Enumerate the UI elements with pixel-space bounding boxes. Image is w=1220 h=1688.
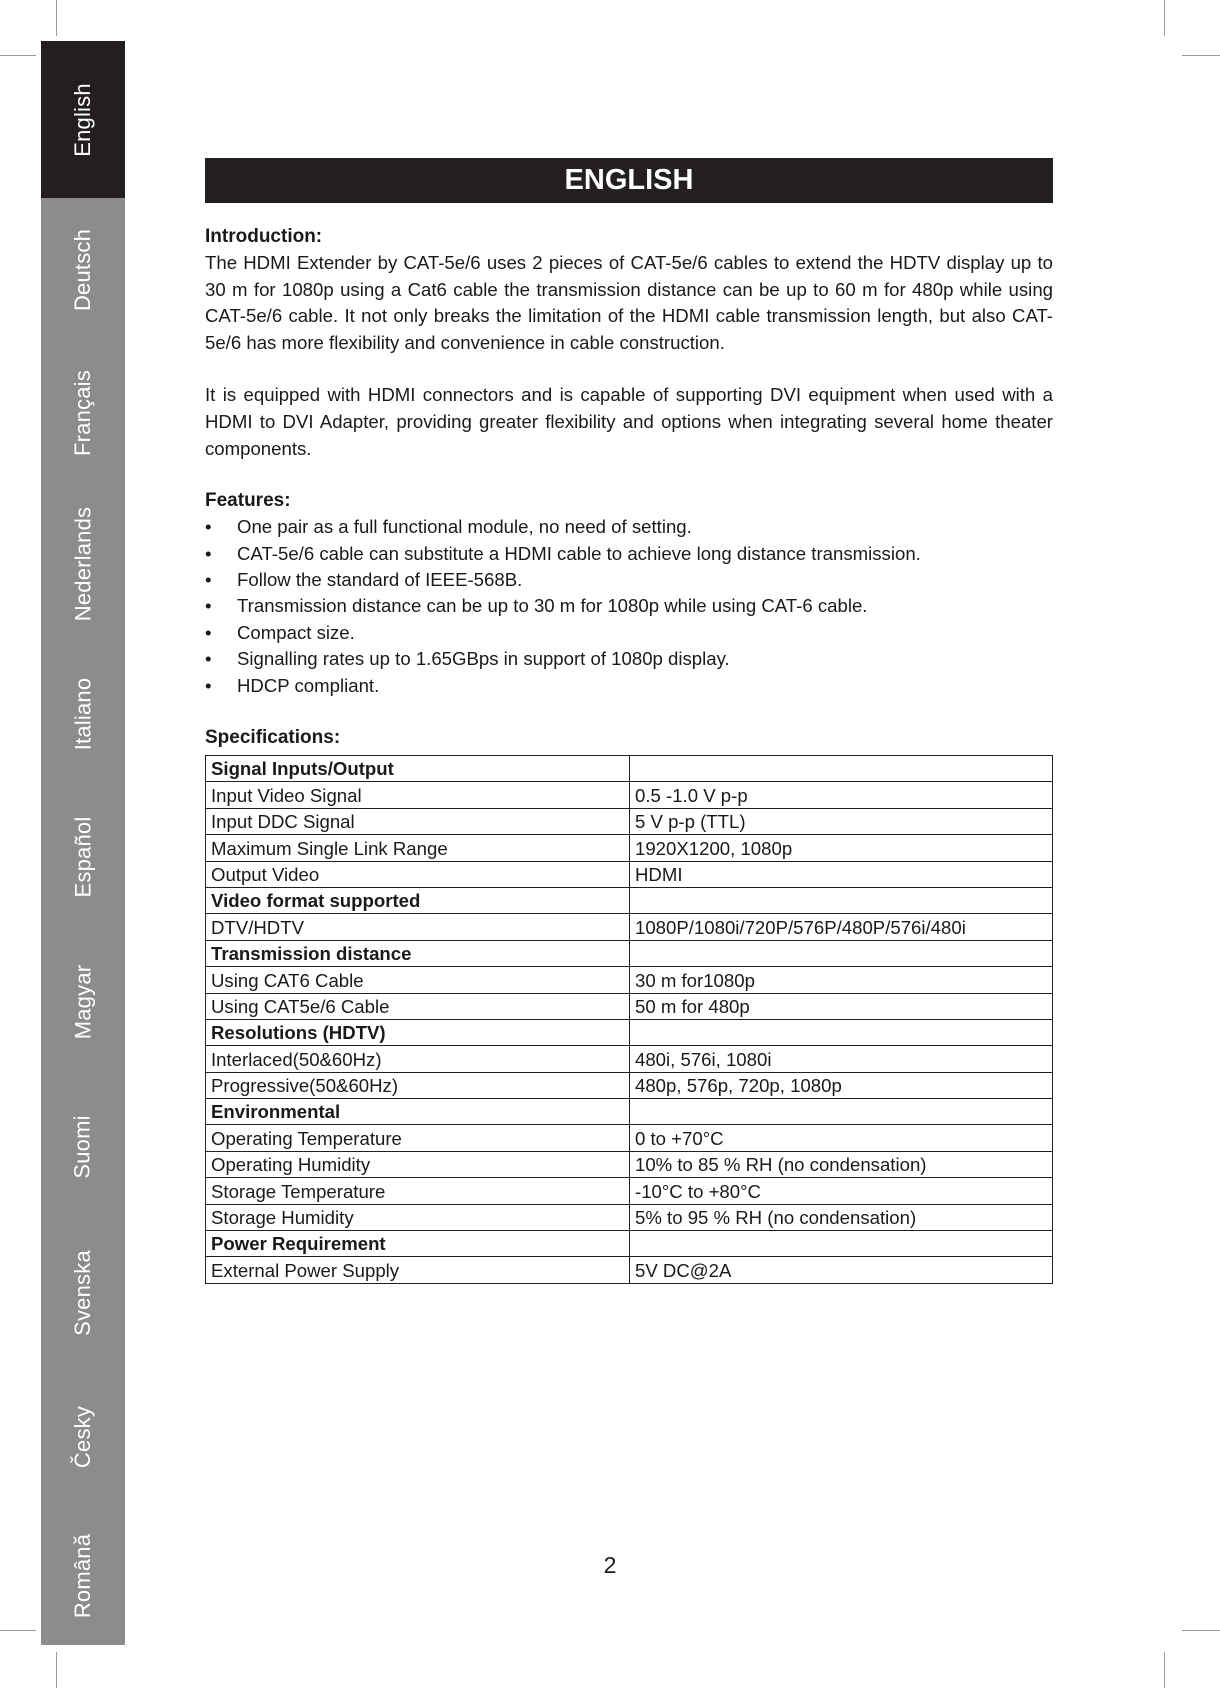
spec-row — [206, 782, 1053, 808]
spec-value: 50 m for 480p — [630, 993, 1053, 1019]
spec-value — [630, 756, 1053, 782]
spec-value: 0 to +70°C — [630, 1125, 1053, 1151]
crop-mark — [0, 55, 36, 56]
tab-suomi[interactable] — [41, 1074, 125, 1219]
spec-row — [206, 1125, 1053, 1151]
spec-value: 1080P/1080i/720P/576P/480P/576i/480i — [630, 914, 1053, 940]
introduction-paragraph: It is equipped with HDMI connectors and is capable of supporting DVI equipment when used with a HDMI to DVI Adapter, providing greater flexibility and options when integrating several home theater components. — [205, 384, 1053, 459]
feature-text: Compact size. — [237, 621, 355, 643]
spec-label: Video format supported — [206, 887, 630, 913]
tab-label: Español — [70, 816, 95, 897]
spec-value: 480p, 576p, 720p, 1080p — [630, 1072, 1053, 1098]
introduction-paragraph: The HDMI Extender by CAT-5e/6 uses 2 pieces of CAT-5e/6 cables to extend the HDTV display up to 30 m for 1080p using a Cat6 cable the transmission distance can be up to 60 m for 480p while using CAT-5e/6 cable. It not only breaks the limitation of the HDMI cable transmission length, but also CAT-5e/6 has more flexibility and convenience in cable construction. — [205, 252, 1053, 353]
bullet-icon: • — [205, 595, 212, 617]
features-heading: Features: — [205, 490, 291, 512]
feature-item — [205, 593, 1053, 619]
spec-row — [206, 993, 1053, 1019]
bullet-icon: • — [205, 568, 212, 590]
spec-row — [206, 1257, 1053, 1283]
bullet-icon: • — [205, 648, 212, 670]
feature-item — [205, 541, 1053, 567]
spec-label: Output Video — [206, 861, 630, 887]
tab-label: Suomi — [69, 1114, 95, 1179]
spec-label: Resolutions (HDTV) — [206, 1019, 630, 1045]
tab-cesky[interactable] — [41, 1367, 125, 1507]
bullet-icon: • — [205, 516, 212, 538]
feature-item — [205, 514, 1053, 540]
spec-value: 480i, 576i, 1080i — [630, 1046, 1053, 1072]
feature-text: CAT-5e/6 cable can substitute a HDMI cable to achieve long distance transmission. — [237, 542, 921, 564]
spec-row — [206, 861, 1053, 887]
tab-italiano[interactable] — [41, 644, 125, 784]
tab-magyar[interactable] — [41, 929, 125, 1074]
bullet-icon: • — [205, 542, 212, 564]
tab-romana[interactable] — [41, 1507, 125, 1645]
spec-label: Using CAT5e/6 Cable — [206, 993, 630, 1019]
spec-group-row — [206, 887, 1053, 913]
introduction-heading: Introduction: — [205, 226, 323, 247]
tab-label: English — [70, 82, 95, 157]
spec-value — [630, 887, 1053, 913]
spec-value: 0.5 -1.0 V p-p — [630, 782, 1053, 808]
feature-item — [205, 567, 1053, 593]
spec-label: Interlaced(50&60Hz) — [206, 1046, 630, 1072]
feature-item — [205, 673, 1053, 699]
crop-mark — [56, 1652, 57, 1688]
spec-value: 1920X1200, 1080p — [630, 835, 1053, 861]
spec-row — [206, 1072, 1053, 1098]
spec-label: Operating Temperature — [206, 1125, 630, 1151]
tab-english[interactable] — [41, 41, 125, 198]
spec-value — [630, 940, 1053, 966]
spec-row — [206, 914, 1053, 940]
specifications-table — [205, 755, 1053, 1284]
spec-row — [206, 967, 1053, 993]
spec-label: Progressive(50&60Hz) — [206, 1072, 630, 1098]
tab-label: Français — [70, 369, 95, 456]
page-content — [205, 158, 1053, 1284]
spec-label: Using CAT6 Cable — [206, 967, 630, 993]
page-title: ENGLISH — [205, 158, 1053, 203]
spec-row — [206, 1046, 1053, 1072]
bullet-icon: • — [205, 674, 212, 696]
tab-label: Magyar — [70, 964, 95, 1039]
tab-label: Română — [70, 1533, 96, 1619]
spec-label: Storage Humidity — [206, 1204, 630, 1230]
spec-value: 10% to 85 % RH (no condensation) — [630, 1151, 1053, 1177]
spec-row — [206, 1178, 1053, 1204]
feature-text: Transmission distance can be up to 30 m for 1080p while using CAT-6 cable. — [237, 595, 868, 617]
tab-label: Svenska — [70, 1250, 95, 1336]
crop-mark — [1182, 1630, 1220, 1631]
spec-group-row — [206, 1231, 1053, 1257]
features-list — [205, 514, 1053, 699]
spec-label: Maximum Single Link Range — [206, 835, 630, 861]
spec-label: Input DDC Signal — [206, 808, 630, 834]
spec-group-row — [206, 940, 1053, 966]
tab-espanol[interactable] — [41, 784, 125, 929]
specifications-heading: Specifications: — [205, 727, 341, 748]
feature-text: Follow the standard of IEEE-568B. — [237, 568, 523, 590]
spec-group-row — [206, 1099, 1053, 1125]
feature-item — [205, 620, 1053, 646]
spec-row — [206, 808, 1053, 834]
spec-value: 30 m for1080p — [630, 967, 1053, 993]
spec-label: Power Requirement — [206, 1231, 630, 1257]
page-number: 2 — [603, 1552, 617, 1578]
tab-francais[interactable] — [41, 341, 125, 484]
spec-row — [206, 835, 1053, 861]
spec-group-row — [206, 756, 1053, 782]
feature-text: One pair as a full functional module, no need of setting. — [237, 516, 692, 538]
feature-item — [205, 646, 1053, 672]
spec-label: Operating Humidity — [206, 1151, 630, 1177]
spec-value — [630, 1099, 1053, 1125]
crop-mark — [0, 1630, 36, 1631]
spec-label: Storage Temperature — [206, 1178, 630, 1204]
spec-label: External Power Supply — [206, 1257, 630, 1283]
spec-value: 5V DC@2A — [630, 1257, 1053, 1283]
spec-value: 5% to 95 % RH (no condensation) — [630, 1204, 1053, 1230]
crop-mark — [1182, 55, 1220, 56]
spec-row — [206, 1204, 1053, 1230]
spec-label: Environmental — [206, 1099, 630, 1125]
spec-label: DTV/HDTV — [206, 914, 630, 940]
spec-value — [630, 1019, 1053, 1045]
tab-deutsch[interactable] — [41, 198, 125, 341]
spec-group-row — [206, 1019, 1053, 1045]
tab-svenska[interactable] — [41, 1219, 125, 1367]
tab-label: Nederlands — [70, 506, 96, 622]
crop-mark — [1164, 1652, 1165, 1688]
spec-label: Transmission distance — [206, 940, 630, 966]
spec-value: HDMI — [630, 861, 1053, 887]
bullet-icon: • — [205, 621, 212, 643]
spec-value — [630, 1231, 1053, 1257]
language-tab-bar — [41, 41, 125, 1645]
tab-nederlands[interactable] — [41, 484, 125, 644]
tab-label: Česky — [70, 1405, 95, 1469]
spec-value: -10°C to +80°C — [630, 1178, 1053, 1204]
tab-label: Italiano — [69, 677, 95, 751]
tab-label: Deutsch — [69, 228, 95, 311]
feature-text: HDCP compliant. — [237, 674, 380, 696]
spec-label: Signal Inputs/Output — [206, 756, 630, 782]
crop-mark — [1164, 0, 1165, 36]
crop-mark — [56, 0, 57, 36]
spec-row — [206, 1151, 1053, 1177]
feature-text: Signalling rates up to 1.65GBps in support of 1080p display. — [237, 648, 730, 670]
spec-label: Input Video Signal — [206, 782, 630, 808]
spec-value: 5 V p-p (TTL) — [630, 808, 1053, 834]
